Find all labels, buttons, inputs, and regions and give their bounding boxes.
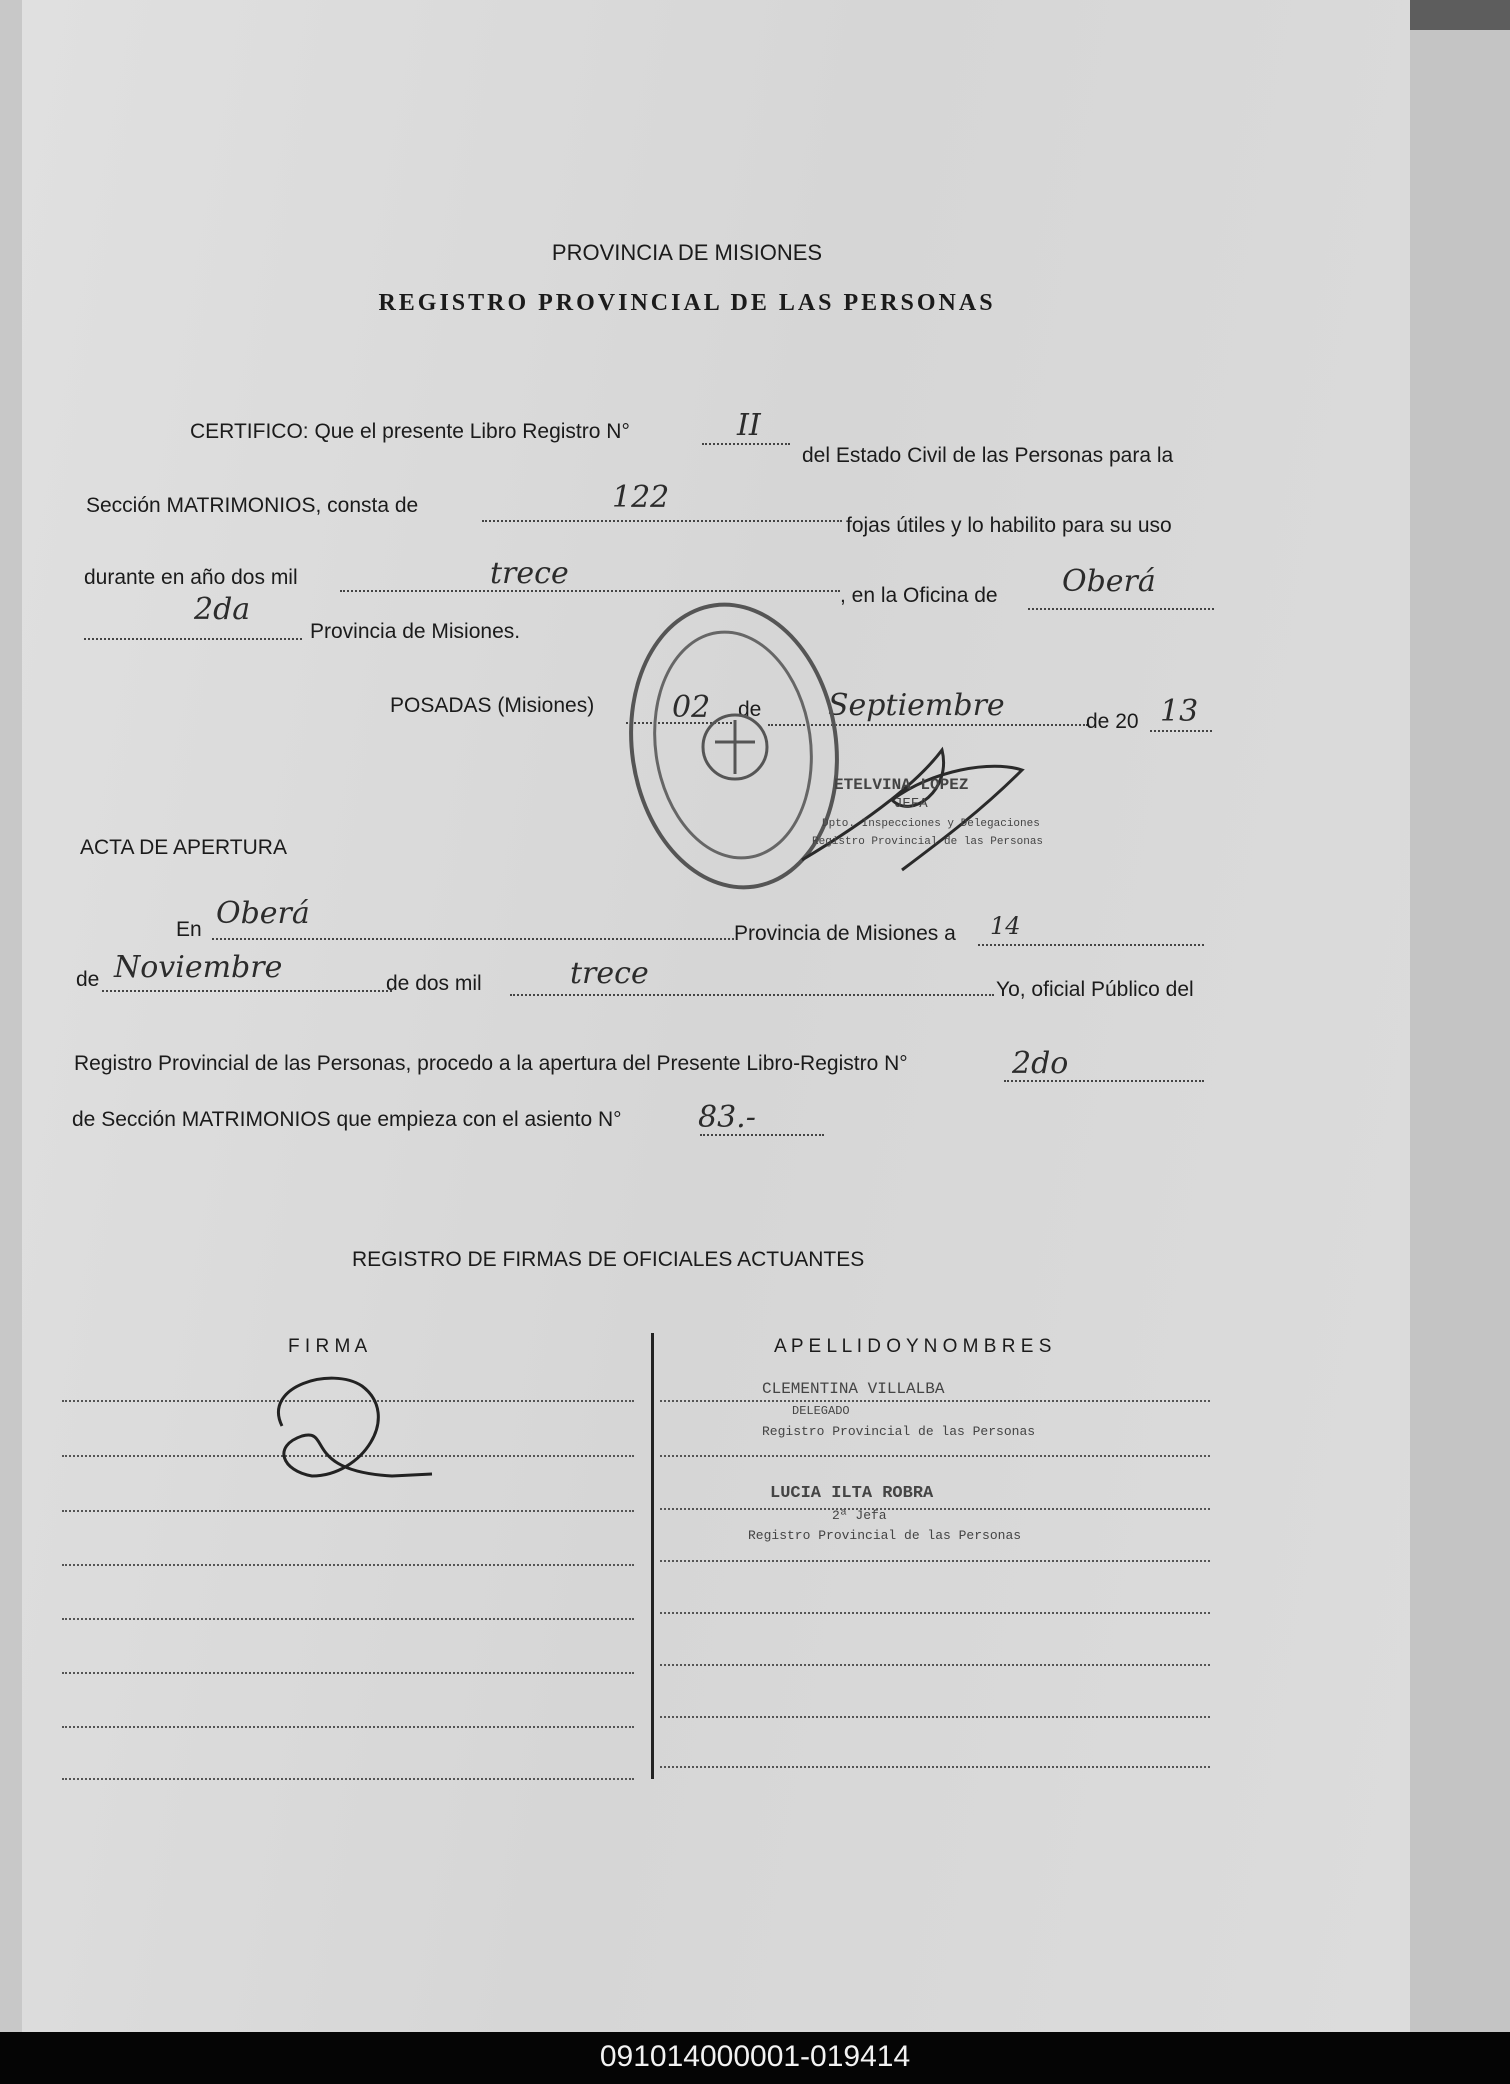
acta-line3: Registro Provincial de las Personas, procedo a la apertura del Presente Libro-Registro N° [74, 1052, 908, 1075]
cert-line1-text: CERTIFICO: Que el presente Libro Registro N° [190, 420, 630, 443]
stamp2-org: Registro Provincial de las Personas [748, 1528, 1022, 1543]
acta-prov: Provincia de Misiones a [734, 922, 956, 945]
mes-value: Septiembre [828, 688, 1005, 723]
acta-mes: Noviembre [114, 950, 283, 985]
acta-title: ACTA DE APERTURA [80, 836, 287, 859]
anio-value: trece [490, 556, 569, 591]
right-page-edge [1408, 30, 1510, 2032]
oficina-num: 2da [194, 592, 251, 627]
blank-acta-anio [510, 994, 994, 996]
cert-line3-mid: , en la Oficina de [840, 584, 998, 607]
nombres-row [660, 1664, 1210, 1666]
cert-line1-end: del Estado Civil de las Personas para la [802, 444, 1174, 467]
stamp-name: ETELVINA LOPEZ [834, 776, 969, 794]
stamp2-title: 2ª Jefa [832, 1508, 887, 1523]
stamp1-name: CLEMENTINA VILLALBA [762, 1380, 945, 1398]
col-firma-header: F I R M A [288, 1336, 368, 1357]
stamp-title: JEFA [894, 796, 928, 812]
nombres-row [660, 1612, 1210, 1614]
acta-en: En [176, 918, 202, 941]
stamp1-org: Registro Provincial de las Personas [762, 1424, 1036, 1439]
libro-number: II [737, 408, 761, 443]
anio-corto: 13 [1160, 694, 1199, 729]
blank-anio-corto [1150, 730, 1212, 732]
cert-line4-text: Provincia de Misiones. [310, 620, 521, 643]
blank-anio [340, 590, 840, 592]
document-page [22, 0, 1410, 2032]
stamp-org: Registro Provincial de las Personas [812, 836, 1044, 848]
cert-line3-text: durante en año dos mil [84, 566, 298, 589]
de-text: de [738, 698, 762, 721]
acta-de-dos-mil: de dos mil [386, 972, 482, 995]
acta-asiento: 83.- [698, 1100, 756, 1135]
blank-oficina-num [84, 638, 302, 640]
left-page-edge [0, 0, 24, 2032]
place-text: POSADAS (Misiones) [390, 694, 595, 717]
firma-row [62, 1778, 634, 1780]
acta-libro: 2do [1012, 1046, 1069, 1081]
col-nombres-header: A P E L L I D O Y N O M B R E S [774, 1336, 1052, 1357]
registry-heading: REGISTRO PROVINCIAL DE LAS PERSONAS [378, 290, 996, 316]
cert-line2-text: Sección MATRIMONIOS, consta de [86, 494, 419, 517]
nombres-row [660, 1455, 1210, 1457]
nombres-row [660, 1766, 1210, 1768]
firma-row [62, 1510, 634, 1512]
firma-row [62, 1672, 634, 1674]
firma-row [62, 1564, 634, 1566]
de-20-text: de 20 [1086, 710, 1139, 733]
firma-row [62, 1726, 634, 1728]
cert-line2-end: fojas útiles y lo habilito para su uso [846, 514, 1172, 537]
nombres-row [660, 1400, 1210, 1402]
firma-row [62, 1618, 634, 1620]
dia-value: 02 [672, 690, 711, 725]
blank-acta-mes [102, 990, 392, 992]
stamp1-title: DELEGADO [792, 1404, 850, 1418]
nombres-row [660, 1560, 1210, 1562]
blank-oficina [1028, 608, 1214, 610]
blank-acta-dia [978, 944, 1204, 946]
nombres-row [660, 1716, 1210, 1718]
blank-libro [702, 443, 790, 445]
oficina-value: Oberá [1062, 564, 1156, 599]
stamp-dept: Dpto. Inspecciones y Delegaciones [822, 818, 1040, 830]
acta-de: de [76, 968, 100, 991]
province-heading: PROVINCIA DE MISIONES [551, 240, 823, 265]
lugar-value: Oberá [216, 896, 310, 931]
nombres-row [660, 1508, 1210, 1510]
blank-fojas [482, 520, 842, 522]
acta-yo: Yo, oficial Público del [996, 978, 1194, 1001]
acta-anio: trece [570, 956, 649, 991]
fojas-value: 122 [612, 480, 670, 515]
blank-lugar [212, 938, 734, 940]
acta-dia: 14 [990, 912, 1021, 940]
stamp2-name: LUCIA ILTA ROBRA [770, 1484, 934, 1503]
firma-signature-icon [242, 1366, 442, 1496]
firmas-title: REGISTRO DE FIRMAS DE OFICIALES ACTUANTES [352, 1248, 865, 1271]
acta-line4: de Sección MATRIMONIOS que empieza con el asiento N° [72, 1108, 622, 1131]
document-id: 091014000001-019414 [599, 2040, 911, 2073]
column-divider [651, 1333, 654, 1779]
